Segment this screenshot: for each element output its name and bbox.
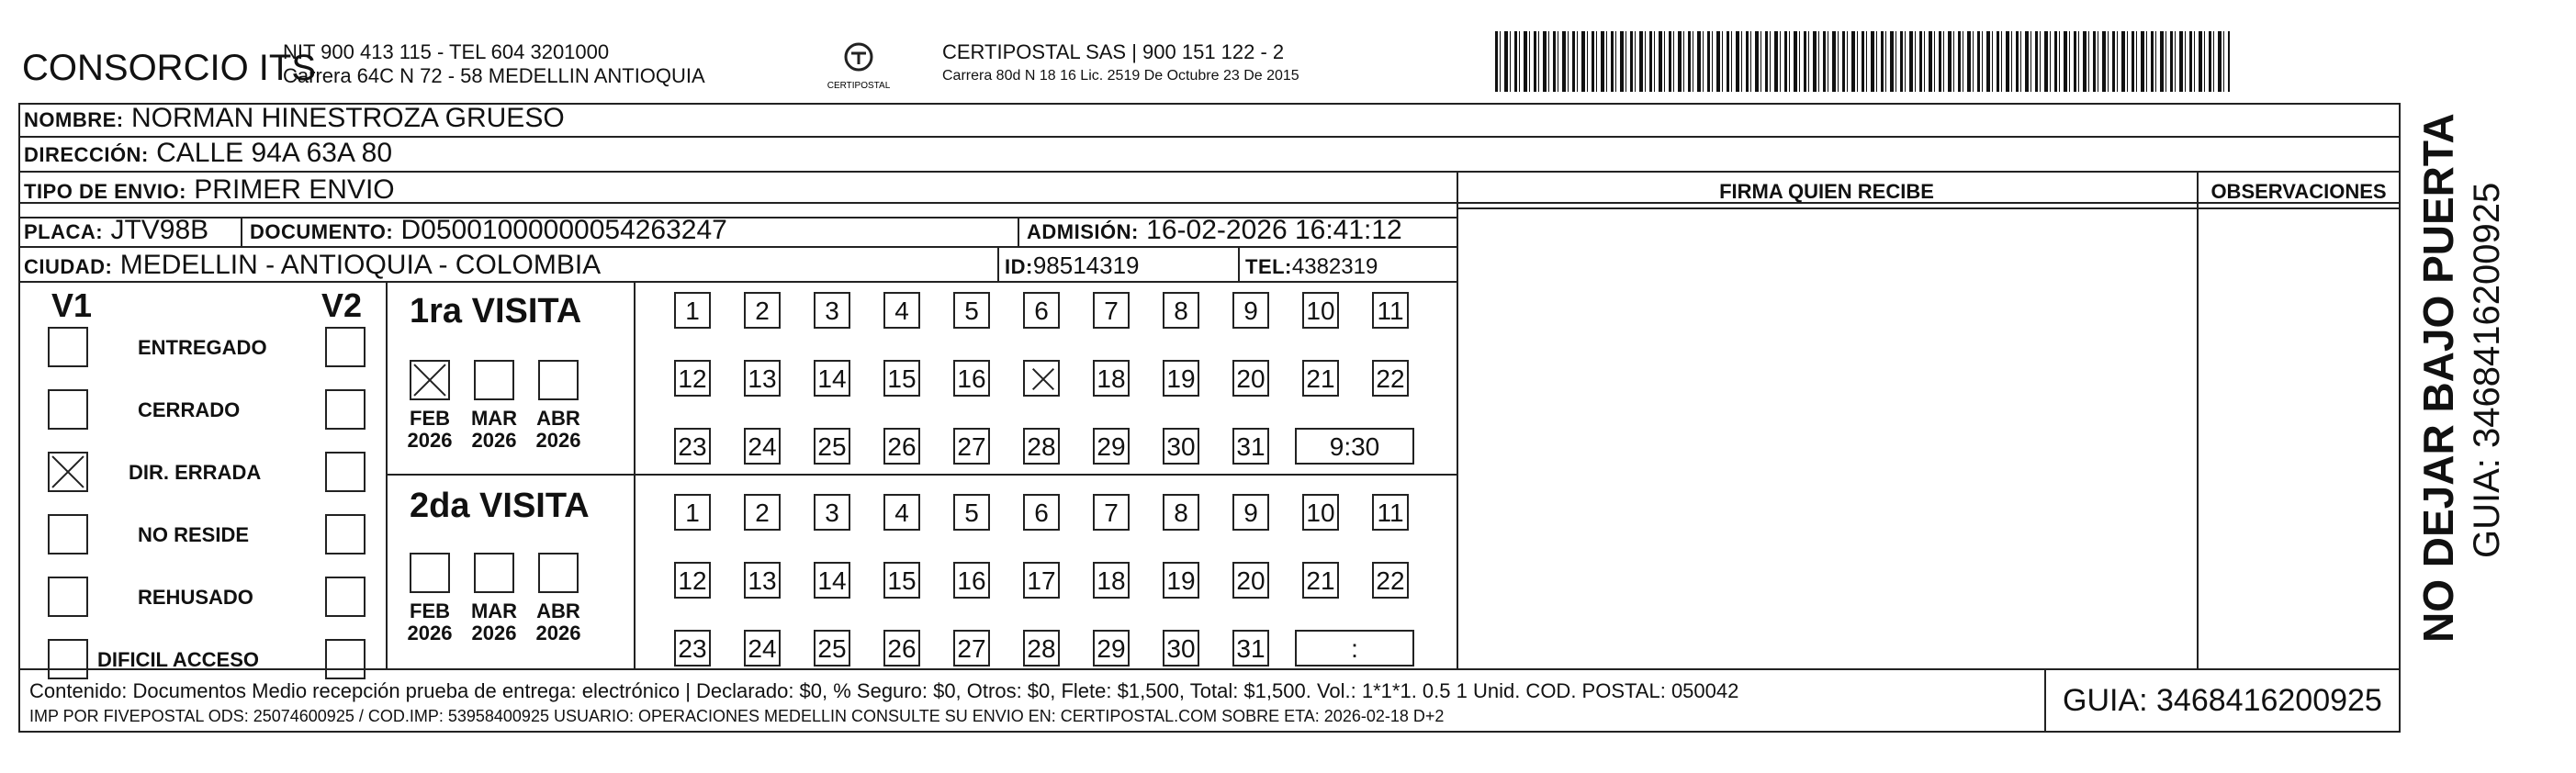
v2-checkbox[interactable] <box>325 452 366 492</box>
day-cell[interactable]: 12 <box>674 360 711 397</box>
day-cell[interactable]: 8 <box>1163 494 1199 531</box>
company-name: CONSORCIO ITS <box>22 48 317 88</box>
day-cell[interactable]: 7 <box>1093 494 1130 531</box>
day-cell[interactable]: 14 <box>814 360 850 397</box>
month-checkbox[interactable] <box>410 553 450 593</box>
day-cell[interactable]: 24 <box>744 630 781 667</box>
documento-row <box>250 215 727 248</box>
day-cell[interactable]: 17 <box>1023 562 1060 599</box>
v2-checkbox[interactable] <box>325 327 366 367</box>
day-cell[interactable]: 8 <box>1163 292 1199 329</box>
month-label <box>402 408 457 452</box>
month-year: 2026 <box>471 622 517 644</box>
company-line2: Carrera 64C N 72 - 58 MEDELLIN ANTIOQUIA <box>283 64 705 87</box>
day-cell[interactable]: 21 <box>1302 360 1339 397</box>
placa-row <box>24 215 208 248</box>
day-cell[interactable]: 3 <box>814 494 850 531</box>
day-cell[interactable]: 1 <box>674 494 711 531</box>
v2-checkbox[interactable] <box>325 639 366 679</box>
day-cell[interactable]: 25 <box>814 428 850 465</box>
v2-checkbox[interactable] <box>325 389 366 430</box>
day-cell[interactable]: 22 <box>1372 360 1409 397</box>
day-cell[interactable]: 3 <box>814 292 850 329</box>
day-cell[interactable]: 29 <box>1093 630 1130 667</box>
day-cell[interactable] <box>1023 360 1060 397</box>
documento-value: D05001000000054263247 <box>400 215 727 245</box>
day-cell[interactable]: 6 <box>1023 494 1060 531</box>
day-cell[interactable]: 20 <box>1232 360 1269 397</box>
id-row <box>1005 250 1140 283</box>
admision-value: 16-02-2026 16:41:12 <box>1146 215 1402 245</box>
day-cell[interactable]: 26 <box>883 428 920 465</box>
v1-checkbox[interactable] <box>48 389 88 430</box>
ciudad-value: MEDELLIN - ANTIOQUIA - COLOMBIA <box>119 250 602 280</box>
month-name: ABR <box>536 407 580 430</box>
direccion-value: CALLE 94A 63A 80 <box>156 138 392 168</box>
day-cell[interactable]: 27 <box>953 630 990 667</box>
ciudad-label: CIUDAD: <box>24 255 113 278</box>
day-cell[interactable]: 16 <box>953 562 990 599</box>
day-cell[interactable]: 28 <box>1023 630 1060 667</box>
day-cell[interactable]: 31 <box>1232 630 1269 667</box>
firma-header: FIRMA QUIEN RECIBE <box>1719 180 1934 203</box>
nombre-label: NOMBRE: <box>24 108 124 131</box>
v1-checkbox[interactable] <box>48 327 88 367</box>
day-cell[interactable]: 2 <box>744 494 781 531</box>
observaciones-header: OBSERVACIONES <box>2210 180 2387 203</box>
carrier-line2: Carrera 80d N 18 16 Lic. 2519 De Octubre 23 De 2015 <box>942 68 1299 84</box>
visit1-title: 1ra VISITA <box>410 292 582 330</box>
direccion-row <box>24 138 392 171</box>
v2-header: V2 <box>321 286 363 324</box>
company-line1: NIT 900 413 115 - TEL 604 3201000 <box>283 40 610 63</box>
day-cell[interactable]: 22 <box>1372 562 1409 599</box>
documento-label: DOCUMENTO: <box>250 220 394 243</box>
day-cell[interactable]: 13 <box>744 562 781 599</box>
day-cell[interactable]: 18 <box>1093 562 1130 599</box>
placa-value: JTV98B <box>110 215 209 245</box>
day-cell[interactable]: 7 <box>1093 292 1130 329</box>
v2-checkbox[interactable] <box>325 514 366 555</box>
id-value: 98514319 <box>1032 252 1140 279</box>
month-year: 2026 <box>407 429 453 452</box>
day-cell[interactable]: 23 <box>674 630 711 667</box>
day-cell[interactable]: 11 <box>1372 494 1409 531</box>
month-label <box>467 600 522 644</box>
day-cell[interactable]: 6 <box>1023 292 1060 329</box>
month-label <box>531 408 586 452</box>
v1-checkbox[interactable] <box>48 577 88 617</box>
tipo-label: TIPO DE ENVIO: <box>24 180 186 203</box>
day-cell[interactable]: 4 <box>883 292 920 329</box>
day-cell[interactable]: 15 <box>883 360 920 397</box>
day-cell[interactable]: 1 <box>674 292 711 329</box>
v2-checkbox[interactable] <box>325 577 366 617</box>
month-name: FEB <box>410 599 450 622</box>
month-checkbox[interactable] <box>538 553 579 593</box>
v1-checkbox[interactable] <box>48 452 88 492</box>
tel-row <box>1245 252 1378 283</box>
day-cell[interactable]: 5 <box>953 292 990 329</box>
month-year: 2026 <box>535 429 581 452</box>
visit2-title: 2da VISITA <box>410 487 590 525</box>
time-field[interactable]: 9:30 <box>1295 428 1414 465</box>
month-year: 2026 <box>535 622 581 644</box>
day-cell[interactable]: 5 <box>953 494 990 531</box>
id-label: ID: <box>1005 255 1033 278</box>
day-cell[interactable]: 27 <box>953 428 990 465</box>
day-cell[interactable]: 10 <box>1302 494 1339 531</box>
status-label: CERRADO <box>138 398 241 421</box>
day-cell[interactable]: 15 <box>883 562 920 599</box>
day-cell[interactable]: 28 <box>1023 428 1060 465</box>
month-year: 2026 <box>471 429 517 452</box>
tipo-value: PRIMER ENVIO <box>194 174 395 205</box>
month-label <box>467 408 522 452</box>
month-name: ABR <box>536 599 580 622</box>
admision-row <box>1027 215 1402 248</box>
tel-value: 4382319 <box>1291 254 1378 279</box>
month-checkbox[interactable] <box>474 360 514 400</box>
tel-label: TEL: <box>1245 255 1292 278</box>
certipostal-logo <box>825 40 893 95</box>
day-cell[interactable]: 14 <box>814 562 850 599</box>
day-cell[interactable]: 30 <box>1163 630 1199 667</box>
day-cell[interactable]: 21 <box>1302 562 1339 599</box>
time-field[interactable]: : <box>1295 630 1414 667</box>
status-label: DIR. ERRADA <box>129 461 262 484</box>
day-cell[interactable]: 25 <box>814 630 850 667</box>
footer-line1: Contenido: Documentos Medio recepción prueba de entrega: electrónico | Declarado: $0, % Seguro: $0, Otros: $0, Flete: $1,500, Total: $1,500. Vol.: 1*1*1. 0.5 1 Unid. COD. POSTAL: 050042 <box>29 679 1739 702</box>
day-cell[interactable]: 31 <box>1232 428 1269 465</box>
day-cell[interactable]: 19 <box>1163 562 1199 599</box>
footer-guia: GUIA: 3468416200925 <box>2063 683 2382 718</box>
month-name: FEB <box>410 407 450 430</box>
day-cell[interactable]: 20 <box>1232 562 1269 599</box>
day-cell[interactable]: 26 <box>883 630 920 667</box>
v1-checkbox[interactable] <box>48 514 88 555</box>
status-label: REHUSADO <box>138 586 253 609</box>
day-cell[interactable]: 18 <box>1093 360 1130 397</box>
admision-label: ADMISIÓN: <box>1027 220 1139 243</box>
nombre-value: NORMAN HINESTROZA GRUESO <box>130 103 565 133</box>
month-checkbox[interactable] <box>474 553 514 593</box>
day-cell[interactable]: 19 <box>1163 360 1199 397</box>
month-name: MAR <box>470 599 518 622</box>
day-cell[interactable]: 30 <box>1163 428 1199 465</box>
tipo-row <box>24 174 395 207</box>
ciudad-row <box>24 250 601 283</box>
footer-line2: IMP POR FIVEPOSTAL ODS: 25074600925 / COD.IMP: 53958400925 USUARIO: OPERACIONES MEDELLIN CONSULTE SU ENVIO EN: CERTIPOSTAL.COM SOBRE ETA: 2026-02-18 D+2 <box>29 707 1445 725</box>
month-checkbox[interactable] <box>538 360 579 400</box>
side-guia: GUIA: 3468416200925 <box>2467 182 2507 558</box>
day-cell[interactable]: 2 <box>744 292 781 329</box>
day-cell[interactable]: 23 <box>674 428 711 465</box>
carrier-line1: CERTIPOSTAL SAS | 900 151 122 - 2 <box>942 40 1285 63</box>
status-label: DIFICIL ACCESO <box>97 648 260 671</box>
month-checkbox[interactable] <box>410 360 450 400</box>
logo-text: CERTIPOSTAL <box>827 81 891 91</box>
month-year: 2026 <box>407 622 453 644</box>
v1-checkbox[interactable] <box>48 639 88 679</box>
direccion-label: DIRECCIÓN: <box>24 143 149 166</box>
nombre-row <box>24 103 565 136</box>
day-cell[interactable]: 10 <box>1302 292 1339 329</box>
day-cell[interactable]: 29 <box>1093 428 1130 465</box>
day-cell[interactable]: 11 <box>1372 292 1409 329</box>
day-cell[interactable]: 9 <box>1232 494 1269 531</box>
side-notice: NO DEJAR BAJO PUERTA <box>2414 113 2462 643</box>
day-cell[interactable]: 9 <box>1232 292 1269 329</box>
day-cell[interactable]: 24 <box>744 428 781 465</box>
barcode <box>1495 31 2230 92</box>
day-cell[interactable]: 4 <box>883 494 920 531</box>
month-name: MAR <box>470 407 518 430</box>
day-cell[interactable]: 13 <box>744 360 781 397</box>
month-label <box>531 600 586 644</box>
day-cell[interactable]: 16 <box>953 360 990 397</box>
status-label: ENTREGADO <box>138 336 267 359</box>
v1-header: V1 <box>51 286 93 324</box>
day-cell[interactable]: 12 <box>674 562 711 599</box>
placa-label: PLACA: <box>24 220 104 243</box>
month-label <box>402 600 457 644</box>
status-label: NO RESIDE <box>138 523 250 546</box>
